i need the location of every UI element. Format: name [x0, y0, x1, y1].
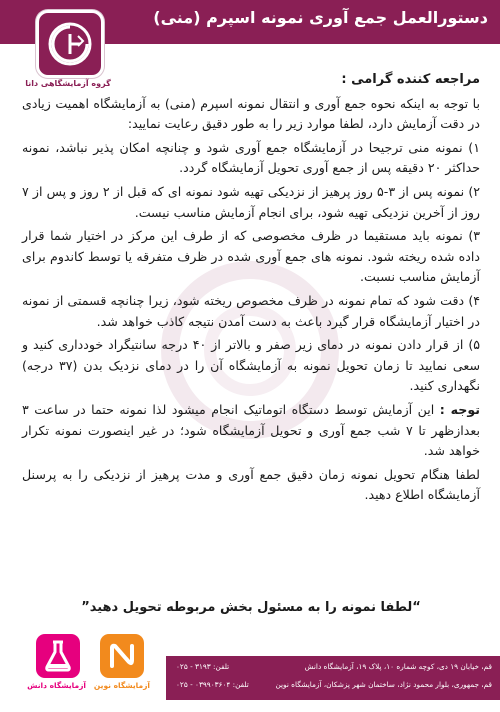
- footer-contact-danesh: [176, 662, 492, 671]
- instruction-item-1: ۱) نمونه منی ترجیحا در آزمایشگاه جمع آوری شود و چنانچه امکان پذیر نباشد، نمونه حداکثر ۲۰ دقیقه پس از جمع آوری تحویل آزمایشگاه گردد.: [22, 139, 480, 176]
- footer-phone-1: تلفن: ۳۱۹۳ - ۰۲۵: [176, 662, 230, 671]
- instruction-item-2: ۲) نمونه پس از ۳-۵ روز پرهیز از نزدیکی تهیه شود نمونه ای که قبل از ۲ روز و پس از ۷ روز از آخرین نزدیکی تهیه شود، برای انجام آزمایش مناسب نیست.: [22, 183, 480, 220]
- dana-logo: [36, 10, 104, 78]
- navin-n-icon: [100, 634, 144, 678]
- intro-paragraph: با توجه به اینکه نحوه جمع آوری و انتقال نمونه اسپرم (منی) به آزمایشگاه اهمیت زیادی در دقت آزمایش دارد، لطفا موارد زیر را به طور دقیق رعایت نمایید:: [22, 95, 480, 132]
- navin-lab-brand: [94, 634, 150, 690]
- navin-lab-logo: [100, 634, 144, 678]
- footer-address-1: قم، خیابان ۱۹ دی، کوچه شماره ۱۰، پلاک ۱۹، آزمایشگاه دانش: [304, 662, 492, 671]
- note-label: توجه :: [439, 401, 480, 417]
- navin-lab-caption: آزمایشگاه نوین: [93, 681, 150, 690]
- footer-phone-2: تلفن: ۰۳۹۹۰۳۶۰۴ - ۰۲۵: [176, 680, 249, 689]
- danesh-lab-caption: آزمایشگاه دانش: [27, 681, 86, 690]
- dana-logo-icon: [45, 19, 95, 69]
- danesh-lab-logo: [36, 634, 80, 678]
- instruction-item-5: ۵) از قرار دادن نمونه در دمای زیر صفر و بالاتر از ۴۰ درجه سانتیگراد خودداری کنید و سعی نمایید تا زمان تحویل نمونه به آزمایشگاه آن را در دمای نزدیک بدن (۳۷ درجه) نگهداری کنید.: [22, 337, 480, 394]
- footer-address-2: قم، جمهوری، بلوار محمود نژاد، ساختمان شهر پزشکان، آزمایشگاه نوین: [275, 680, 492, 689]
- instruction-item-3: ۳) نمونه باید مستقیما در ظرف مخصوصی که از طرف این مرکز در اختیار شما قرار داده شده ریخته شود. نمونه های جمع آوری شده در ظرف متفرقه یا توسط کاندوم برای آزمایش مناسب نسبت.: [22, 228, 480, 285]
- flask-icon: [36, 634, 80, 678]
- footer: [0, 628, 500, 712]
- danesh-lab-brand: [27, 634, 86, 690]
- note-text: این آزمایش توسط دستگاه اتوماتیک انجام میشود لذا نمونه حتما در ساعت ۳ بعدازظهر تا ۷ شب جمع آوری و تحویل آزمایشگاه شود؛ در غیر اینصورت نمونه تکرار خواهد شد.: [22, 401, 480, 459]
- footer-contact-navin: [176, 680, 492, 689]
- instruction-item-4: ۴) دقت شود که تمام نمونه در ظرف مخصوص ریخته شود، زیرا چنانچه قسمتی از نمونه در اختیار آزمایشگاه قرار گیرد باعث به دست آمدن نتیجه کاذب خواهد شد.: [22, 292, 480, 329]
- final-paragraph: لطفا هنگام تحویل نمونه زمان دقیق جمع آوری و مدت پرهیز از نزدیکی را به پرسنل آزمایشگاه اطلاع دهید.: [22, 466, 480, 503]
- note-paragraph: [22, 400, 480, 462]
- instructions-body: [22, 70, 480, 509]
- closing-note: “لطفا نمونه را به مسئول بخش مربوطه تحویل دهید”: [81, 600, 421, 615]
- salutation: مراجعه کننده گرامی :: [341, 72, 480, 87]
- document-title: دستورالعمل جمع آوری نمونه اسپرم (منی): [153, 8, 488, 27]
- logo-caption: گروه آزمایشگاهی دانا: [25, 79, 111, 88]
